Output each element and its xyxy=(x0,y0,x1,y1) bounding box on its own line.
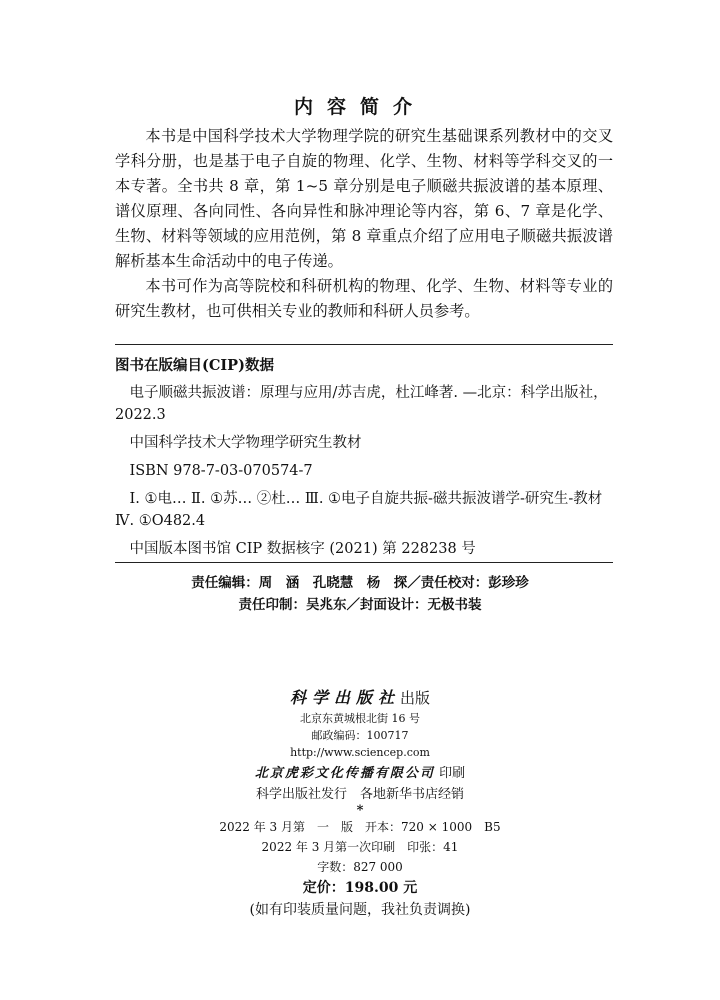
cip-entry-number: 中国版本图书馆 CIP 数据核字 (2021) 第 228238 号 xyxy=(129,541,476,557)
publisher-suffix: 出版 xyxy=(400,689,431,707)
publisher-line xyxy=(0,686,720,710)
separator-star: * xyxy=(356,803,364,818)
intro-paragraph-1: 本书是中国科学技术大学物理学院的研究生基础课系列教材中的交叉学科分册，也是基于电子自旋的物理、化学、生物、材料等学科交叉的一本专著。全书共 8 章，第 1~5 章分别是电子顺磁共振波谱的基本原理、谱仪原理、各向同性、各向异性和脉冲理论等内容，第 6、7 章是化学、生物、材料等领域的应用范例，第 8 章重点介绍了应用电子顺磁共振波谱解析基本生命活动中的电子传递。 xyxy=(115,127,613,270)
cip-bottom-rule xyxy=(115,562,613,563)
printer-name: 北京虎彩文化传播有限公司 xyxy=(254,766,435,781)
cip-top-rule xyxy=(115,344,613,345)
cip-heading: 图书在版编目(CIP)数据 xyxy=(115,357,274,374)
cip-entry-title: 电子顺磁共振波谱：原理与应用/苏吉虎，杜江峰著. —北京：科学出版社，2022.3 xyxy=(115,385,608,423)
publisher-url: http://www.sciencep.com xyxy=(290,746,430,759)
cip-record xyxy=(115,382,613,564)
printer-suffix: 印刷 xyxy=(439,766,466,781)
editors-line-1: 责任编辑：周 涵 孔晓慧 杨 探／责任校对：彭珍珍 xyxy=(191,575,529,591)
editors-line-2: 责任印制：吴兆东／封面设计：无极书装 xyxy=(238,597,482,613)
intro-body xyxy=(115,124,613,324)
cip-entry-series: 中国科学技术大学物理学研究生教材 xyxy=(129,435,362,451)
publisher-postcode: 邮政编码：100717 xyxy=(311,729,409,742)
price-line: 定价：198.00 元 xyxy=(302,880,418,896)
edition-line: 2022 年 3 月第 一 版 开本：720 × 1000 B5 xyxy=(219,820,501,834)
intro-paragraph-2: 本书可作为高等院校和科研机构的物理、化学、生物、材料等专业的研究生教材，也可供相关专业的教师和科研人员参考。 xyxy=(115,277,613,320)
printer-line xyxy=(0,763,720,785)
cip-entry-classification: Ⅰ. ①电… Ⅱ. ①苏… ②杜… Ⅲ. ①电子自旋共振-磁共振波谱学-研究生-教材 Ⅳ. ①O482.4 xyxy=(115,491,603,529)
intro-title: 内容简介 xyxy=(293,96,426,118)
word-count-line: 字数：827 000 xyxy=(317,860,403,874)
colophon xyxy=(0,686,720,921)
printing-line: 2022 年 3 月第一次印刷 印张：41 xyxy=(261,840,459,854)
editors-block xyxy=(0,572,720,616)
notice-line: (如有印装质量问题，我社负责调换) xyxy=(249,902,471,918)
publisher-name: 科学出版社 xyxy=(289,688,400,707)
cip-entry-isbn: ISBN 978-7-03-070574-7 xyxy=(129,463,313,479)
publisher-address: 北京东黄城根北街 16 号 xyxy=(300,712,420,725)
distribution-line: 科学出版社发行 各地新华书店经销 xyxy=(255,787,464,802)
